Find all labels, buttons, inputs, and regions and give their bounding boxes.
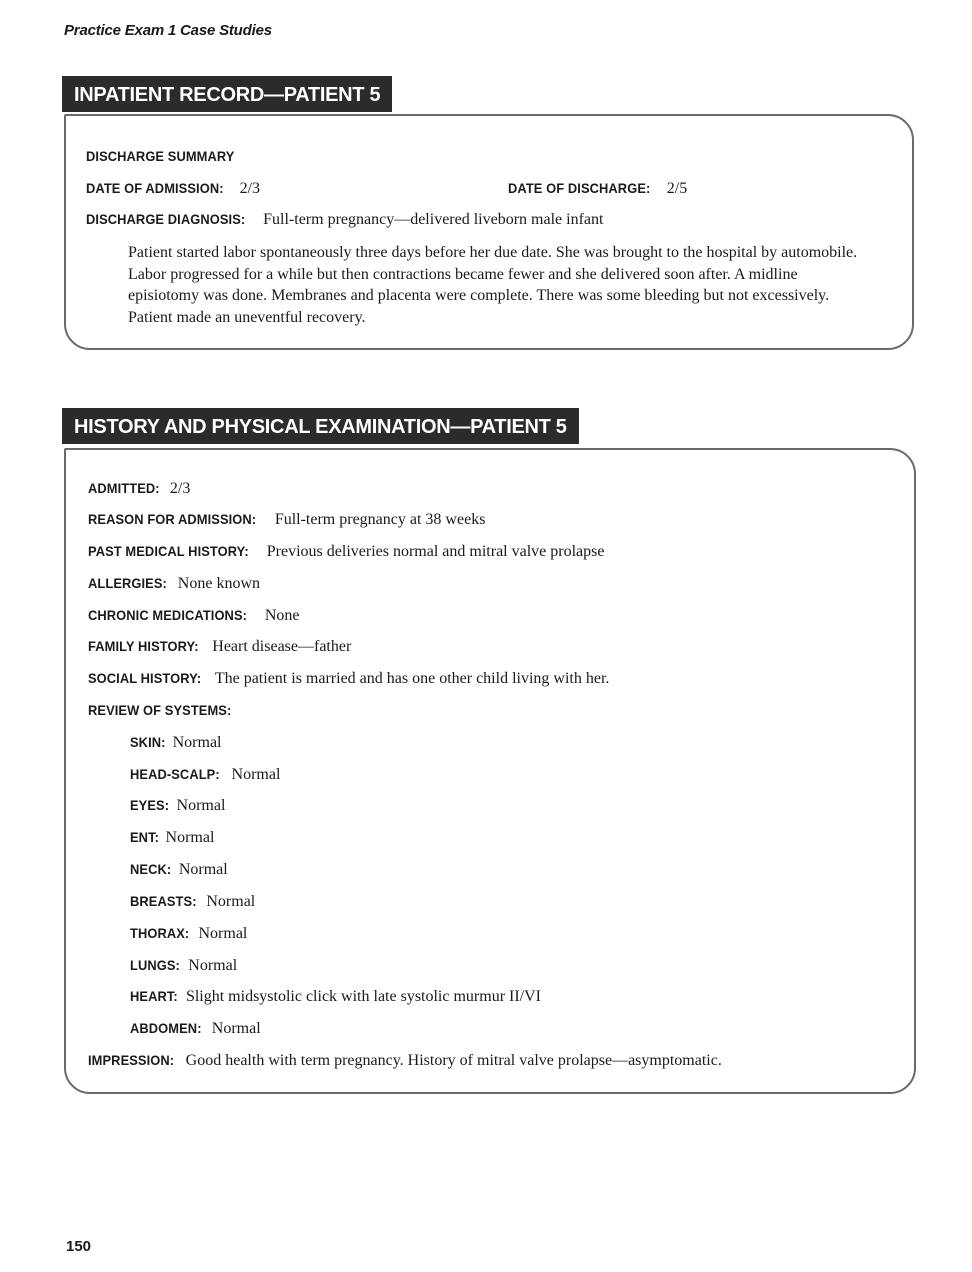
ros-item: SKIN: Normal xyxy=(130,734,222,751)
impression: IMPRESSION: Good health with term pregnancy. History of mitral valve prolapse—asymptomatic. xyxy=(88,1052,722,1069)
review-of-systems-heading: REVIEW OF SYSTEMS: xyxy=(88,702,232,718)
diagnosis-value: Full-term pregnancy—delivered liveborn male infant xyxy=(263,211,604,228)
running-header: Practice Exam 1 Case Studies xyxy=(64,22,272,39)
date-of-discharge xyxy=(508,180,687,198)
chronic-medications: CHRONIC MEDICATIONS: None xyxy=(88,607,300,624)
page-number: 150 xyxy=(66,1238,92,1255)
admission-value: 2/3 xyxy=(239,180,261,197)
reason-for-admission: REASON FOR ADMISSION: Full-term pregnancy at 38 weeks xyxy=(88,511,486,528)
ros-item: BREASTS: Normal xyxy=(130,893,256,910)
social-history: SOCIAL HISTORY: The patient is married and has one other child living with her. xyxy=(88,670,610,687)
discharge-label: DATE OF DISCHARGE: xyxy=(508,180,651,196)
ros-item: THORAX: Normal xyxy=(130,925,248,942)
ros-item: HEART: Slight midsystolic click with late systolic murmur II/VI xyxy=(130,988,542,1005)
ros-item: EYES: Normal xyxy=(130,797,226,814)
ros-item: LUNGS: Normal xyxy=(130,957,238,974)
family-history: FAMILY HISTORY: Heart disease—father xyxy=(88,638,352,655)
allergies: ALLERGIES: None known xyxy=(88,575,260,592)
ros-item: ABDOMEN: Normal xyxy=(130,1020,261,1037)
inpatient-record-banner: INPATIENT RECORD—PATIENT 5 xyxy=(62,76,392,112)
ros-item: HEAD-SCALP: Normal xyxy=(130,766,281,783)
past-medical-history: PAST MEDICAL HISTORY: Previous deliveries normal and mitral valve prolapse xyxy=(88,543,605,560)
discharge-value: 2/5 xyxy=(666,180,688,197)
date-of-admission xyxy=(86,180,260,198)
ros-item: ENT: Normal xyxy=(130,829,215,846)
discharge-narrative: Patient started labor spontaneously three days before her due date. She was brought to the hospital by automobile. Labor progressed for a while but then contractions became fewer and she delivered soon after. A midline episiotomy was done. Membranes and placenta were complete. There was some bleeding but not excessively. Patient made an uneventful recovery. xyxy=(128,244,858,326)
diagnosis-label: DISCHARGE DIAGNOSIS: xyxy=(86,211,246,227)
admission-label: DATE OF ADMISSION: xyxy=(86,180,224,196)
admitted: ADMITTED: 2/3 xyxy=(88,480,191,497)
discharge-diagnosis xyxy=(86,211,603,229)
discharge-summary-heading: DISCHARGE SUMMARY xyxy=(86,148,235,164)
ros-item: NECK: Normal xyxy=(130,861,228,878)
history-physical-banner: HISTORY AND PHYSICAL EXAMINATION—PATIENT 5 xyxy=(62,408,579,444)
